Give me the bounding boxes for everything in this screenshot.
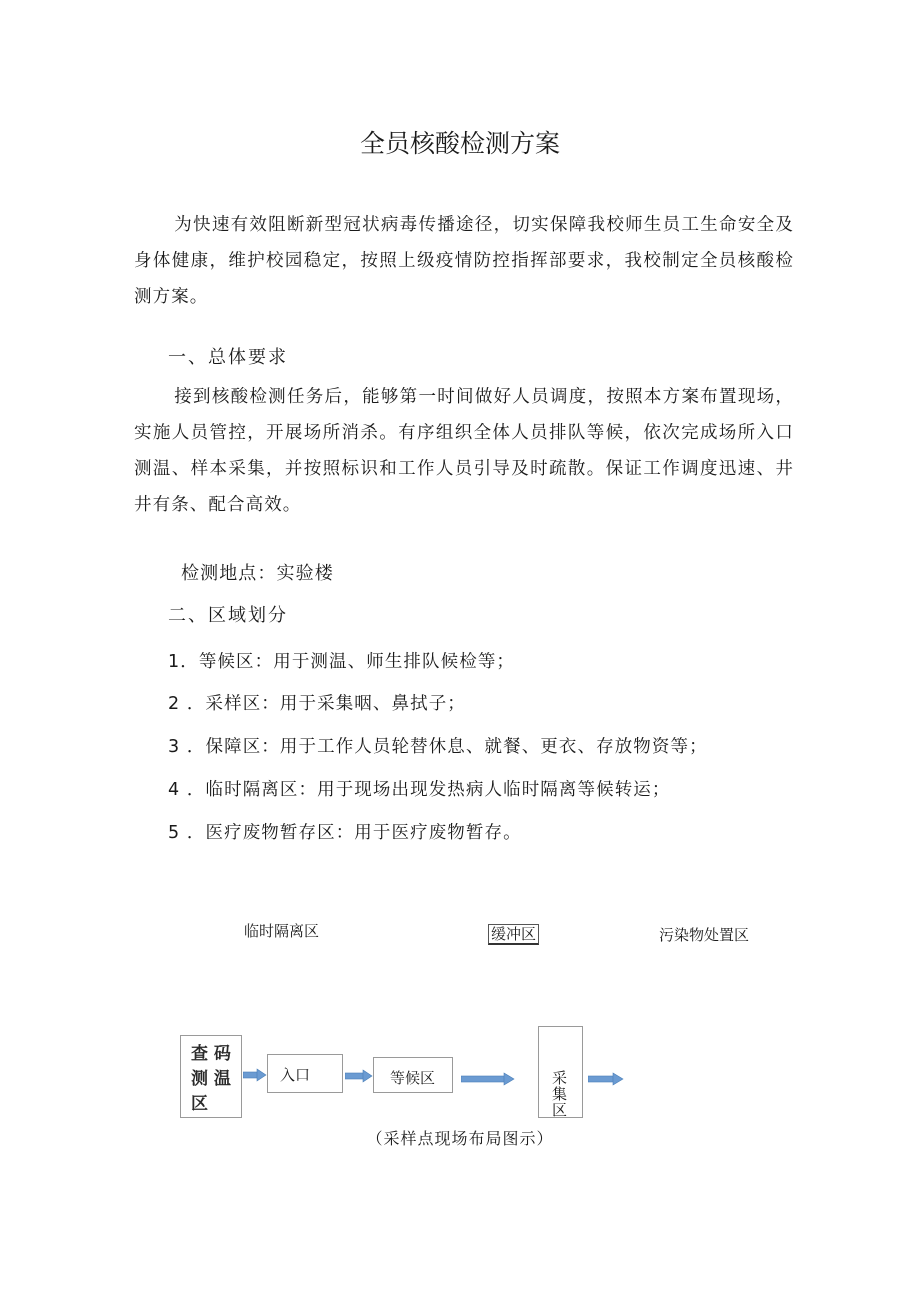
check-line: 测 温: [191, 1069, 231, 1089]
check-temperature-label: [191, 1042, 231, 1117]
arrow-icon: [243, 1068, 267, 1082]
test-location: 检测地点：实验楼: [181, 563, 334, 584]
document-title: 全员核酸检测方案: [359, 129, 560, 158]
buffer-zone-label: 缓冲区: [488, 924, 539, 945]
check-line: 区: [191, 1094, 208, 1114]
diagram-caption: （采样点现场布局图示）: [366, 1129, 554, 1148]
zone-item: 1．等候区：用于测温、师生排队候检等；: [168, 652, 516, 672]
entrance-label: 入口: [280, 1066, 311, 1084]
zone-item: 5 ．医疗废物暂存区：用于医疗废物暂存。: [168, 823, 522, 843]
check-line: 查 码: [191, 1044, 231, 1064]
sampling-char: 采: [552, 1069, 568, 1087]
waiting-label: 等候区: [390, 1069, 436, 1087]
check-temperature-box: [180, 1035, 242, 1118]
arrow-icon: [345, 1069, 373, 1083]
zone-item: 2 ．采样区：用于采集咽、鼻拭子；: [168, 694, 466, 714]
sampling-label: [552, 1070, 567, 1118]
arrow-icon: [461, 1072, 515, 1086]
section2-heading: 二、区域划分: [168, 605, 288, 626]
intro-paragraph: 为快速有效阻断新型冠状病毒传播途径，切实保障我校师生员工生命安全及身体健康，维护校园稳定，按照上级疫情防控指挥部要求，我校制定全员核酸检测方案。: [134, 215, 794, 307]
waiting-box: [373, 1057, 453, 1093]
sampling-char: 集: [552, 1085, 568, 1103]
zone-item: 3 ．保障区：用于工作人员轮替休息、就餐、更衣、存放物资等；: [168, 737, 708, 757]
entrance-box: [267, 1054, 343, 1093]
zone-item: 4 ．临时隔离区：用于现场出现发热病人临时隔离等候转运；: [168, 780, 671, 800]
section1-heading: 一、总体要求: [168, 347, 288, 368]
waste-zone-label: 污染物处置区: [659, 926, 750, 944]
sampling-box: [538, 1026, 583, 1118]
arrow-icon: [588, 1072, 624, 1086]
isolation-zone-label: 临时隔离区: [244, 922, 320, 940]
section1-body: 接到核酸检测任务后，能够第一时间做好人员调度，按照本方案布置现场，实施人员管控，开展场所消杀。有序组织全体人员排队等候，依次完成场所入口测温、样本采集，并按照标识和工作人员引导及时疏散。保证工作调度迅速、井井有条、配合高效。: [134, 387, 794, 515]
sampling-char: 区: [552, 1101, 568, 1119]
